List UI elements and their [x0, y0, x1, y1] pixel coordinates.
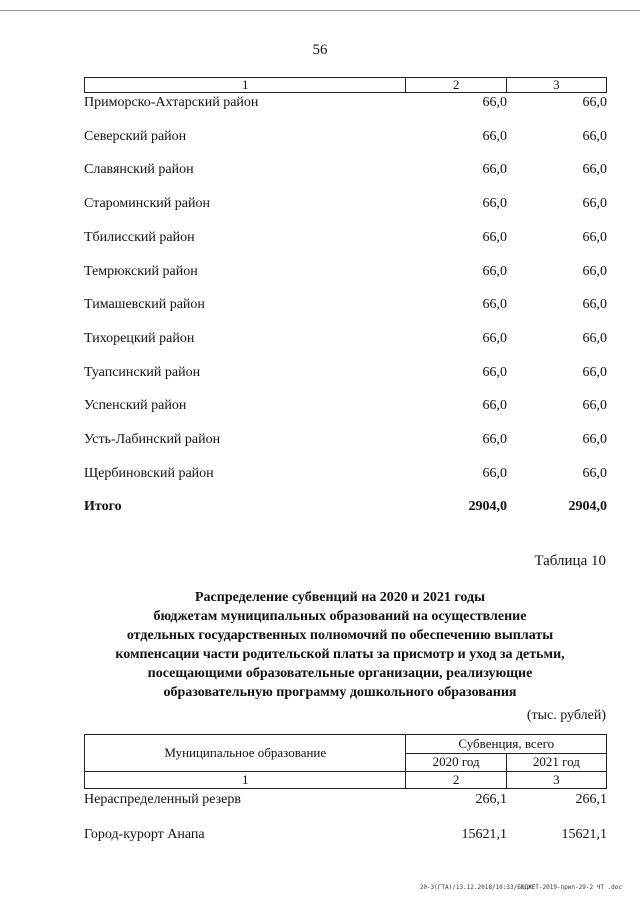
- page-number: 56: [312, 42, 328, 58]
- table2-num-1: 1: [85, 772, 406, 789]
- value-2020: 66,0: [482, 263, 507, 279]
- municipality-name: Славянский район: [84, 162, 194, 178]
- table-row: [84, 264, 607, 284]
- table-row: [84, 297, 607, 317]
- municipality-name: Тимашевский район: [84, 297, 205, 313]
- table-row: [84, 827, 607, 847]
- value-2021: 66,0: [582, 330, 607, 346]
- municipality-name: Темрюкский район: [84, 263, 198, 279]
- table1-total-row: [84, 499, 607, 519]
- table2-col-municipality: Муниципальное образование: [85, 735, 406, 772]
- table2-col-subvention: Субвенция, всего: [406, 735, 607, 754]
- table-row: [84, 162, 607, 182]
- table-row: [84, 129, 607, 149]
- table2-col-2021: 2021 год: [506, 753, 606, 772]
- value-2021: 66,0: [582, 229, 607, 245]
- section-title: [60, 588, 620, 702]
- value-2020: 66,0: [482, 128, 507, 144]
- municipality-name: Тихорецкий район: [84, 330, 195, 346]
- table-row: [84, 432, 607, 452]
- top-scan-line: [0, 10, 640, 11]
- table-row: [84, 398, 607, 418]
- table-row: [84, 792, 607, 812]
- table2-num-2: 2: [406, 772, 506, 789]
- municipality-name: Щербиновский район: [84, 465, 214, 481]
- total-label: Итого: [84, 499, 122, 514]
- title-line: компенсации части родительской платы за присмотр и уход за детьми,: [115, 647, 565, 662]
- value-2021: 66,0: [582, 398, 607, 414]
- value-2021: 66,0: [582, 128, 607, 144]
- title-line: посещающими образовательные организации, реализующие: [147, 666, 533, 681]
- value-2020: 66,0: [482, 229, 507, 245]
- value-2021: 66,0: [582, 465, 607, 481]
- title-line: образовательную программу дошкольного образования: [163, 685, 517, 700]
- value-2021: 66,0: [582, 162, 607, 178]
- value-2021: 15621,1: [561, 827, 607, 842]
- table-row: [84, 466, 607, 486]
- municipality-name: Усть-Лабинский район: [84, 432, 221, 447]
- value-2021: 66,0: [582, 196, 607, 212]
- value-2021: 66,0: [582, 95, 607, 110]
- table-row: [84, 196, 607, 216]
- title-line: бюджетам муниципальных образований на осуществление: [153, 609, 527, 624]
- value-2020: 66,0: [482, 95, 507, 110]
- value-2020: 66,0: [482, 196, 507, 212]
- value-2021: 66,0: [582, 364, 607, 380]
- value-2021: 66,0: [582, 263, 607, 279]
- municipality-name: Приморско-Ахтарский район: [84, 95, 259, 110]
- footer-file-path: 20-3(ГТА)/13.12.2018/10:33/БЮДЖЕТ-2019-прил-29-2 ЧТ .doc: [419, 884, 622, 891]
- table-row: [84, 230, 607, 250]
- table1-col-1: 1: [85, 78, 406, 93]
- value-2021: 66,0: [582, 432, 607, 447]
- municipality-name: Успенский район: [84, 398, 187, 414]
- municipality-name: Тбилисский район: [84, 229, 195, 245]
- table-row: [84, 365, 607, 385]
- table1-header: [84, 77, 607, 93]
- value-2020: 15621,1: [461, 827, 507, 842]
- value-2021: 266,1: [575, 792, 607, 807]
- table-row: [84, 95, 607, 115]
- municipality-name: Туапсинский район: [84, 364, 201, 380]
- total-value-2021: 2904,0: [568, 499, 607, 514]
- title-line: Распределение субвенций на 2020 и 2021 годы: [195, 590, 485, 605]
- total-value-2020: 2904,0: [468, 499, 507, 514]
- municipality-name: Староминский район: [84, 196, 210, 212]
- table2-header: [84, 734, 607, 789]
- title-line: отдельных государственных полномочий по обеспечению выплаты: [126, 628, 554, 643]
- table-label: Таблица 10: [534, 553, 606, 569]
- table1-col-2: 2: [406, 78, 506, 93]
- table2-num-3: 3: [506, 772, 606, 789]
- table-row: [84, 331, 607, 351]
- municipality-name: Северский район: [84, 128, 187, 144]
- value-2020: 66,0: [482, 162, 507, 178]
- municipality-name: Город-курорт Анапа: [84, 827, 205, 842]
- value-2020: 66,0: [482, 432, 507, 447]
- value-2020: 66,0: [482, 297, 507, 313]
- table1-col-3: 3: [506, 78, 606, 93]
- value-2020: 66,0: [482, 364, 507, 380]
- value-2020: 266,1: [475, 792, 507, 807]
- municipality-name: Нераспределенный резерв: [84, 792, 241, 807]
- value-2020: 66,0: [482, 330, 507, 346]
- value-2020: 66,0: [482, 398, 507, 414]
- value-2021: 66,0: [582, 297, 607, 313]
- value-2020: 66,0: [482, 465, 507, 481]
- unit-label: (тыс. рублей): [526, 708, 606, 723]
- table2-col-2020: 2020 год: [406, 753, 506, 772]
